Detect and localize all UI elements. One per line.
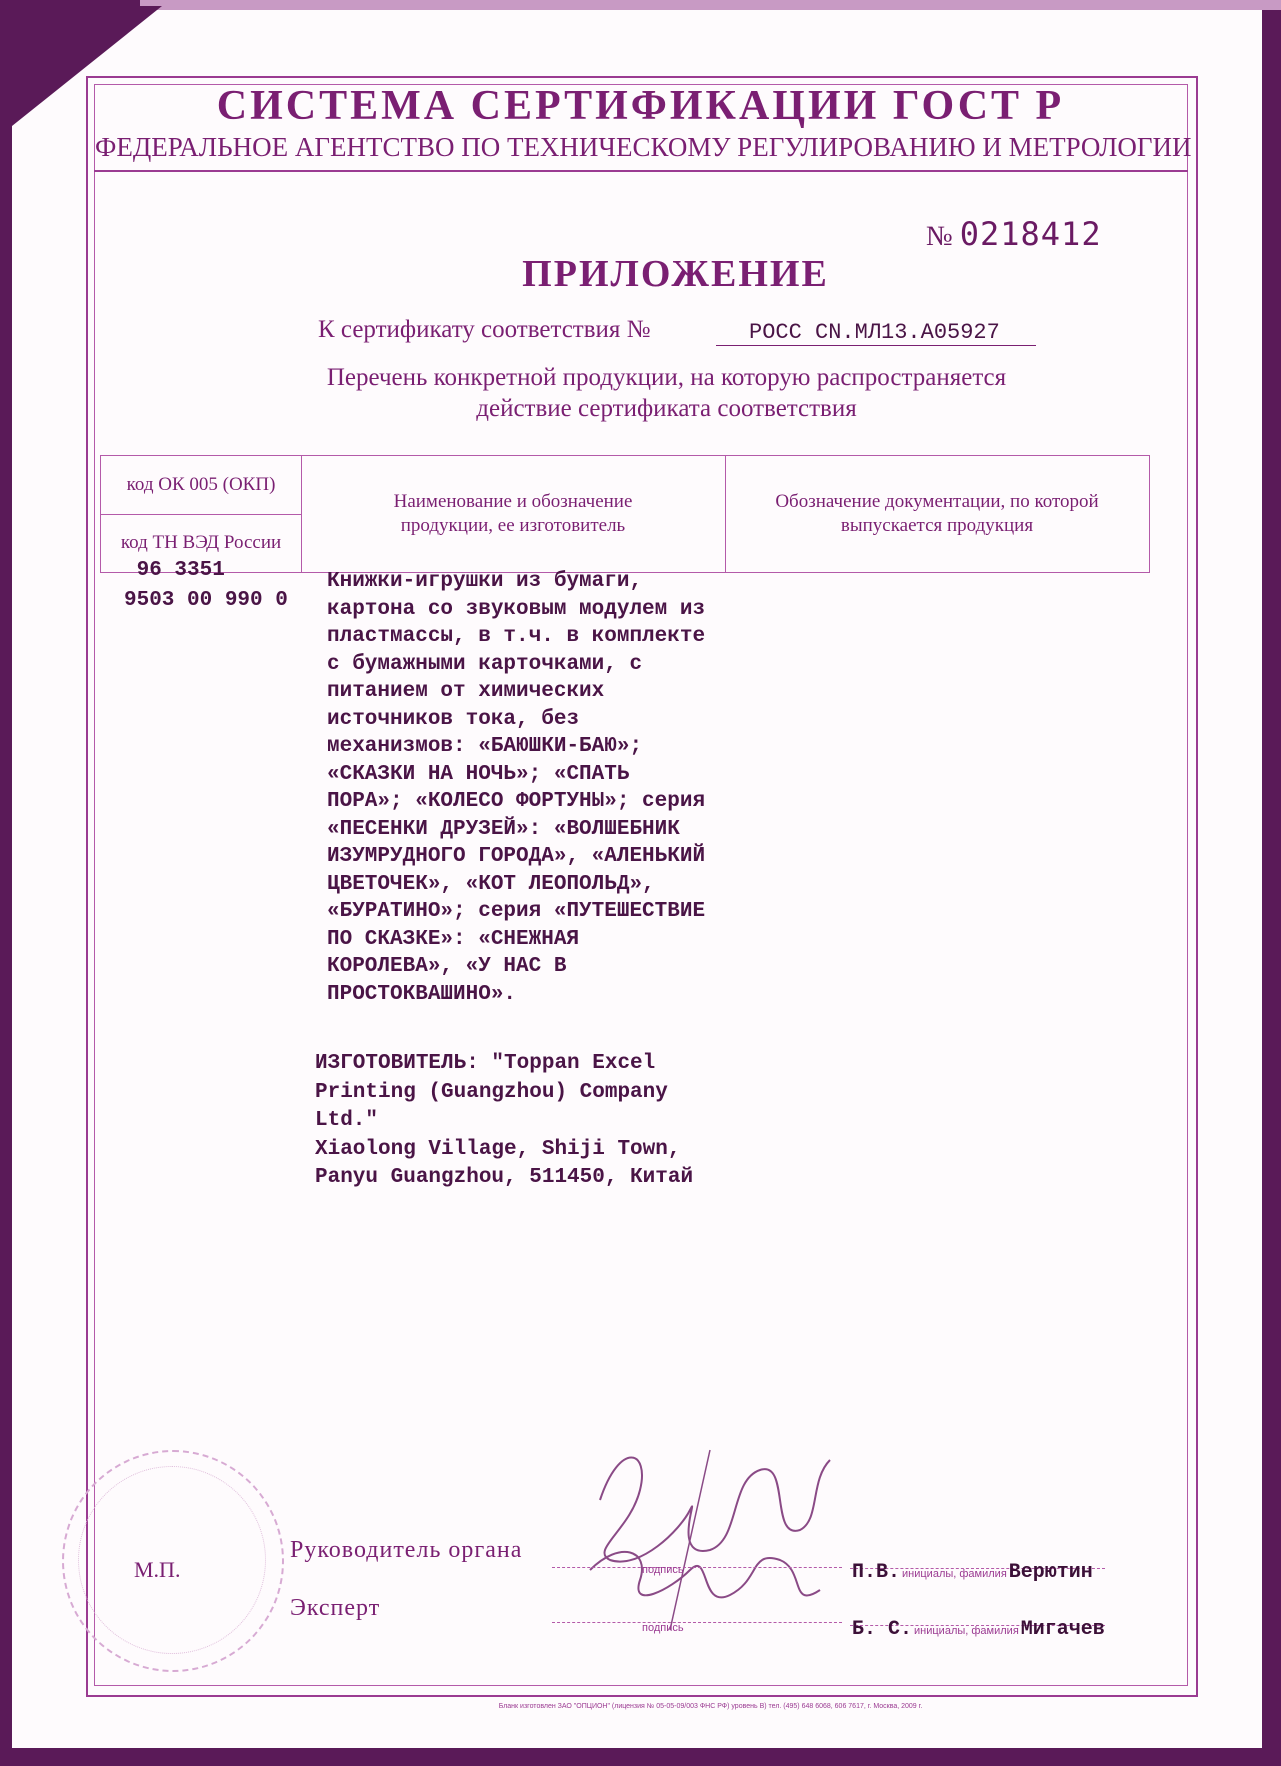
head-role-label: Руководитель органа: [290, 1537, 523, 1563]
agency-name: ФЕДЕРАЛЬНОЕ АГЕНТСТВО ПО ТЕХНИЧЕСКОМУ РЕГУЛИРОВАНИЮ И МЕТРОЛОГИИ: [95, 132, 1192, 162]
tnved-code: 9503 00 990 0: [124, 589, 288, 612]
tnved-header: код ТН ВЭД России: [120, 532, 282, 553]
code-column: [101, 456, 302, 572]
product-name-header-text: Наименование и обозначение продукции, ее изготовитель: [393, 491, 633, 536]
document-number-value: 0218412: [959, 215, 1102, 253]
expert-signature-caption: подпись: [642, 1622, 684, 1634]
head-initials-caption: инициалы, фамилия: [902, 1568, 1007, 1580]
head-initials: П.В.: [852, 1561, 901, 1584]
expert-surname: Мигачев: [1020, 1618, 1105, 1641]
list-heading-line1: Перечень конкретной продукции, на которую распространяется: [326, 364, 1007, 391]
appendix-title: ПРИЛОЖЕНИЕ: [522, 253, 829, 295]
manufacturer-info: ИЗГОТОВИТЕЛЬ: "Toppan Excel Printing (Guangzhou) Company Ltd." Xiaolong Village, Shiji Town, Panyu Guangzhou, 511450, Китай: [315, 1052, 694, 1189]
documentation-header-text: Обозначение документации, по которой выпускается продукция: [775, 491, 1099, 536]
expert-signature-line: [552, 1622, 842, 1623]
expert-name: [852, 1618, 1105, 1641]
product-description: Книжки-игрушки из бумаги, картона со звуковым модулем из пластмассы, в т.ч. в комплекте с бумажными карточками, с питанием от химических источников тока, без механизмов: «БАЮШКИ-БАЮ»; «СКАЗКИ НА НОЧЬ»; «СПАТЬ ПОРА»; «КОЛЕСО ФОРТУНЫ»; серия «ПЕСЕНКИ ДРУЗЕЙ»: «ВОЛШЕБНИК ИЗУМРУДНОГО ГОРОДА», «АЛЕНЬКИЙ ЦВЕТОЧЕК», «КОТ ЛЕОПОЛЬД», «БУРАТИНО»; серия «ПУТЕШЕСТВИЕ ПО СКАЗКЕ»: «СНЕЖНАЯ КОРОЛЕВА», «У НАС В ПРОСТОКВАШИНО».: [327, 570, 706, 1006]
okp-code: 96 3351: [124, 559, 225, 582]
document-number: [926, 215, 1102, 253]
expert-role-label: Эксперт: [290, 1595, 381, 1621]
product-name-header: [301, 456, 726, 572]
certificate-label: К сертификату соответствия №: [318, 316, 651, 343]
list-heading-line2: действие сертификата соответствия: [476, 395, 857, 422]
product-codes: [124, 556, 288, 616]
number-sign: №: [926, 221, 954, 252]
expert-initials-caption: инициалы, фамилия: [914, 1625, 1019, 1637]
system-title: СИСТЕМА СЕРТИФИКАЦИИ ГОСТ Р: [216, 83, 1065, 129]
title-separator: [94, 170, 1188, 172]
sheet-edge: [140, 0, 1281, 10]
head-signature-caption: подпись: [642, 1564, 684, 1576]
list-heading: [0, 362, 1281, 424]
expert-initials: Б. С.: [852, 1618, 913, 1641]
okp-header: код ОК 005 (ОКП): [101, 456, 301, 515]
head-signature-line: [552, 1567, 842, 1568]
form-footer: Бланк изготовлен ЗАО "ОПЦИОН" (лицензия № 05-05-09/003 ФНС РФ) уровень В) тел. (495) 648 6068, 606 7617, г. Москва, 2009 г.: [498, 1703, 923, 1710]
documentation-header: [725, 456, 1149, 572]
stamp-label: М.П.: [134, 1557, 181, 1582]
handwritten-signatures: [560, 1420, 860, 1640]
head-surname: Верютин: [1008, 1561, 1093, 1584]
certificate-number: РОСС CN.МЛ13.А05927: [716, 320, 1036, 346]
head-name: [852, 1561, 1093, 1584]
